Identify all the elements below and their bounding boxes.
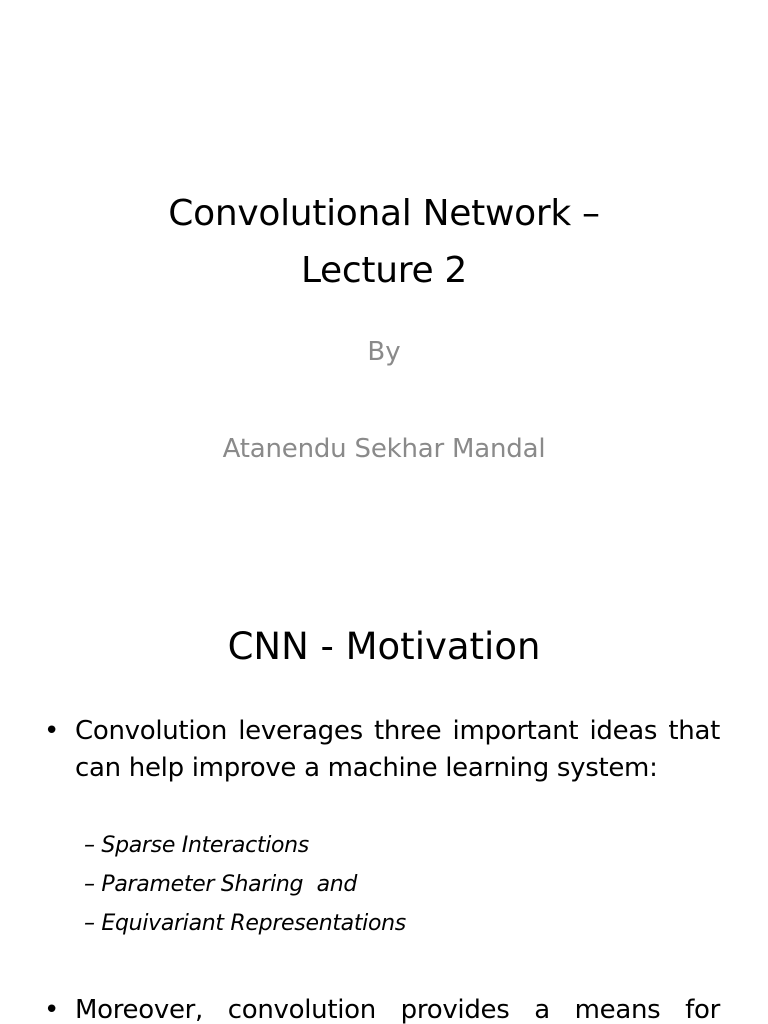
bullet-item [44, 992, 720, 1024]
bullet-text: Convolution leverages three important ideas that can help improve a machine learning system: [75, 716, 720, 783]
sub-bullet-item [84, 909, 406, 939]
slide-title-line-1: Convolutional Network – [168, 193, 600, 234]
sub-bullet-text: Parameter Sharing and [101, 872, 358, 897]
sub-bullet-text: Equivariant Representations [101, 911, 406, 936]
author-name: Atanendu Sekhar Mandal [222, 434, 546, 464]
bullet-dot-icon: • [44, 995, 60, 1024]
sub-bullet-item [84, 870, 357, 900]
dash-icon: – [84, 833, 95, 858]
slide-title-line-2: Lecture 2 [300, 250, 468, 291]
bullet-item [44, 713, 720, 787]
dash-icon: – [84, 872, 95, 897]
sub-bullet-text: Sparse Interactions [101, 833, 309, 858]
bullet-dot-icon: • [44, 716, 60, 746]
bullet-text: Moreover, convolution provides a means for [75, 995, 720, 1024]
motivation-slide [0, 576, 768, 1024]
subtitle-by: By [367, 337, 401, 367]
dash-icon: – [84, 911, 95, 936]
sub-bullet-item [84, 831, 309, 861]
slide-title: CNN - Motivation [227, 625, 541, 668]
